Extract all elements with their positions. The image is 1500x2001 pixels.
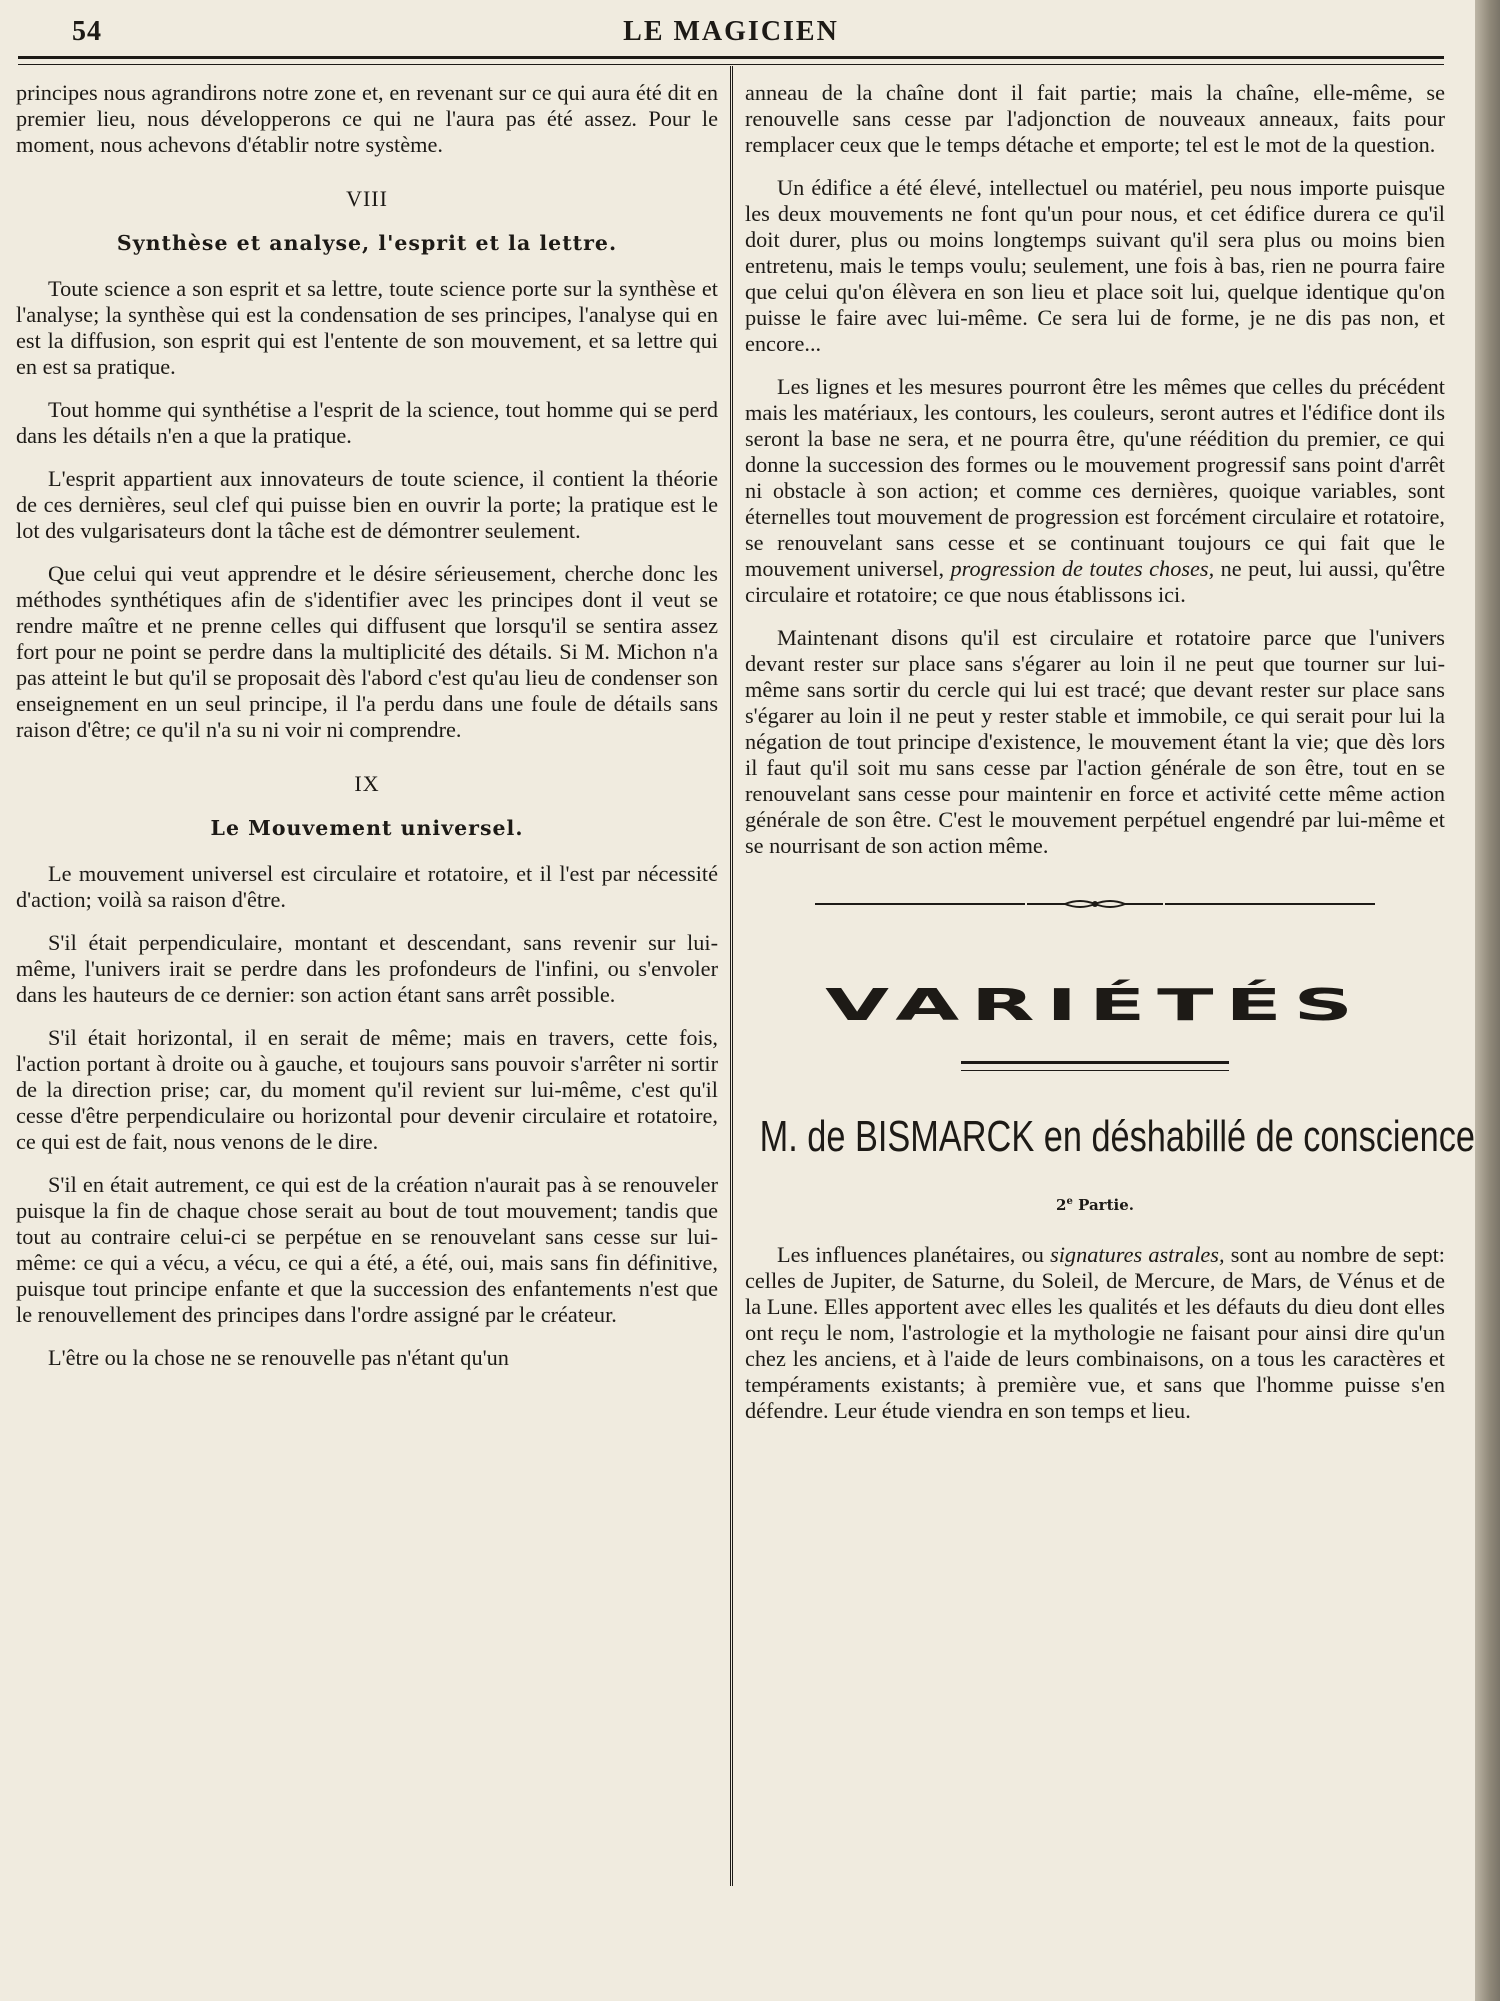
varietes-heading: VARIÉTÉS [825, 979, 1365, 1031]
page-header [18, 12, 1444, 52]
paragraph: L'esprit appartient aux innovateurs de toute science, il contient la théorie de ces dernières, seul clef qui puisse bien en ouvrir la porte; la pratique est le lot des vulgarisateurs dont la tâche est de démontrer seulement. [16, 466, 718, 543]
italic-phrase: progression de toutes choses, [950, 556, 1215, 581]
paragraph: Que celui qui veut apprendre et le désire sérieusement, cherche donc les méthodes synthétiques afin de s'identifier avec les principes dont il veut se rendre maître et ne prenne celles qui diffusent que lorsqu'il se sentira assez fort pour ne point se perdre dans la multiplicité des détails. Si M. Michon n'a pas atteint le but qu'il se proposait dès l'abord c'est qu'au lieu de condenser son enseignement en un seul principe, il l'a perdu dans une foule de détails sans raison d'être; ce qu'il n'a su ni voir ni comprendre. [16, 561, 718, 742]
paragraph [745, 374, 1445, 608]
paragraph [745, 1242, 1445, 1424]
left-column [16, 80, 718, 1388]
short-rule [961, 1061, 1229, 1071]
paragraph-text: Les influences planétaires, ou [777, 1242, 1044, 1267]
paragraph: S'il était horizontal, il en serait de même; mais en travers, cette fois, l'action portant à droite ou à gauche, et toujours sans pouvoir s'arrêter ni sortir de la direction prise; car, du moment qu'il revient sur lui-même, c'est qu'il cesse d'être perpendiculaire ou horizontal pour devenir circulaire et rotatoire, ce qui est de fait, nous venons de le dire. [16, 1025, 718, 1154]
paragraph: anneau de la chaîne dont il fait partie; mais la chaîne, elle-même, se renouvelle sans cesse par l'adjonction de nouveaux anneaux, faits pour remplacer ceux que le temps détache et emporte; tel est le mot de la question. [745, 80, 1445, 157]
paragraph: S'il était perpendiculaire, montant et descendant, sans revenir sur lui-même, l'univers irait se perdre dans les profondeurs de l'infini, ou s'envoler dans les hauteurs de ce dernier: son action étant sans arrêt possible. [16, 930, 718, 1007]
paragraph: Toute science a son esprit et sa lettre, toute science porte sur la synthèse et l'analyse; la synthèse qui est la condensation de ses principes, l'analyse qui en est la diffusion, son esprit qui est l'entente de son mouvement, et sa lettre qui en est sa pratique. [16, 276, 718, 379]
paragraph: Un édifice a été élevé, intellectuel ou matériel, peu nous importe puisque les deux mouvements ne font qu'un pour nous, et cet édifice durera ce qu'il doit durer, plus ou moins longtemps suivant qu'il sera plus ou moins bien entretenu, mais le temps voulu; seulement, une fois à bas, rien ne pourra faire que celui qu'on élèvera en son lieu et place soit lui, quelque identique qu'on puisse le faire avec lui-même. Ce sera lui de forme, je ne dis pas non, et encore... [745, 175, 1445, 356]
part-suffix: e [1066, 1196, 1073, 1207]
section-title: Le Mouvement universel. [210, 816, 524, 840]
section-title: Synthèse et analyse, l'esprit et la lettre. [116, 231, 618, 255]
paragraph: principes nous agrandirons notre zone et, en revenant sur ce qui aura été dit en premier lieu, nous développerons ce qui ne l'aura pas été assez. Pour le moment, nous achevons d'établir notre système. [16, 80, 718, 157]
right-column [745, 80, 1475, 1441]
paragraph: L'être ou la chose ne se renouvelle pas n'étant qu'un [48, 1345, 509, 1370]
paragraph-text: sont au nombre de sept: celles de Jupiter, de Saturne, du Soleil, de Mercure, de Mars, de Vénus et de la Lune. Elles apportent avec elles les qualités et les défauts du dieu dont elles ont reçu le nom, l'astrologie et la mythologie ne faisant pour ainsi dire qu'un chez les anciens, et à l'aide de leurs combinaisons, on a tous les caractères et tempéraments existants; à première vue, et sans que l'homme puisse s'en défendre. Leur étude viendra en son temps et lieu. [745, 1242, 1445, 1423]
paragraph: Le mouvement universel est circulaire et rotatoire, et il l'est par nécessité d'action; voilà sa raison d'être. [16, 861, 718, 912]
paragraph-text: ne peut, lui aussi, qu'être circulaire et rotatoire; ce que nous établissons ici. [745, 556, 1445, 607]
paragraph: Maintenant disons qu'il est circulaire et rotatoire parce que l'univers devant rester sur place sans s'égarer au loin il ne peut que tourner sur lui-même sans sortir du cercle qui lui est tracé; que devant rester sur place sans s'égarer au loin il ne peut y rester stable et immobile, ce qui serait pour lui la négation de tout principe d'existence, le mouvement étant la vie; que dès lors il faut qu'il soit mu sans cesse par l'action générale de son être, tout en se renouvelant sans cesse pour maintenir en force et activité cette même action générale de son être. C'est le mouvement perpétuel engendré par lui-même et se nourrisant de son action même. [745, 625, 1445, 858]
section-number: VIII [346, 186, 388, 211]
column-divider [730, 66, 733, 1886]
part-word: Partie. [1072, 1196, 1134, 1214]
paragraph: Tout homme qui synthétise a l'esprit de la science, tout homme qui se perd dans les détails n'en a que la pratique. [16, 397, 718, 448]
article-title: M. de BISMARCK en déshabillé de conscience [759, 1112, 1475, 1161]
header-rule [18, 56, 1444, 65]
running-title: LE MAGICIEN [623, 16, 839, 47]
page-number: 54 [72, 16, 102, 47]
page-edge [1475, 0, 1500, 2001]
italic-phrase: signatures astrales, [1050, 1242, 1225, 1267]
section-number: IX [354, 771, 380, 796]
ornamental-divider [815, 897, 1375, 911]
paragraph-text: Les lignes et les mesures pourront être les mêmes que celles du précédent mais les matériaux, les contours, les couleurs, seront autres et l'édifice dont ils seront la base ne sera, et ne pourra être, qu'une réédition du premier, ce qui donne la succession des formes ou le mouvement progressif sans point d'arrêt ni obstacle à son action; et comme ces dernières, quoique variables, sont éternelles tout mouvement de progression est forcément circulaire et rotatoire, se renouvelant sans cesse et se continuant toujours ce qui fait que le mouvement universel, [745, 374, 1445, 581]
part-label [745, 1189, 1445, 1218]
paragraph: S'il en était autrement, ce qui est de la création n'aurait pas à se renouveler puisque la fin de chaque chose serait au bout de tout mouvement; tandis que tout au contraire celui-ci se perpétue en se renouvelant sans cesse sur lui-même: ce qui a vécu, a vécu, ce qui a été, a été, oui, mais sans fin définitive, puisque tout principe enfante et que la succession des enfantements n'est que le renouvellement des principes dans l'ordre assigné par le créateur. [16, 1172, 718, 1327]
part-number: 2 [1056, 1196, 1067, 1214]
ornament-knot-icon [1025, 897, 1165, 911]
